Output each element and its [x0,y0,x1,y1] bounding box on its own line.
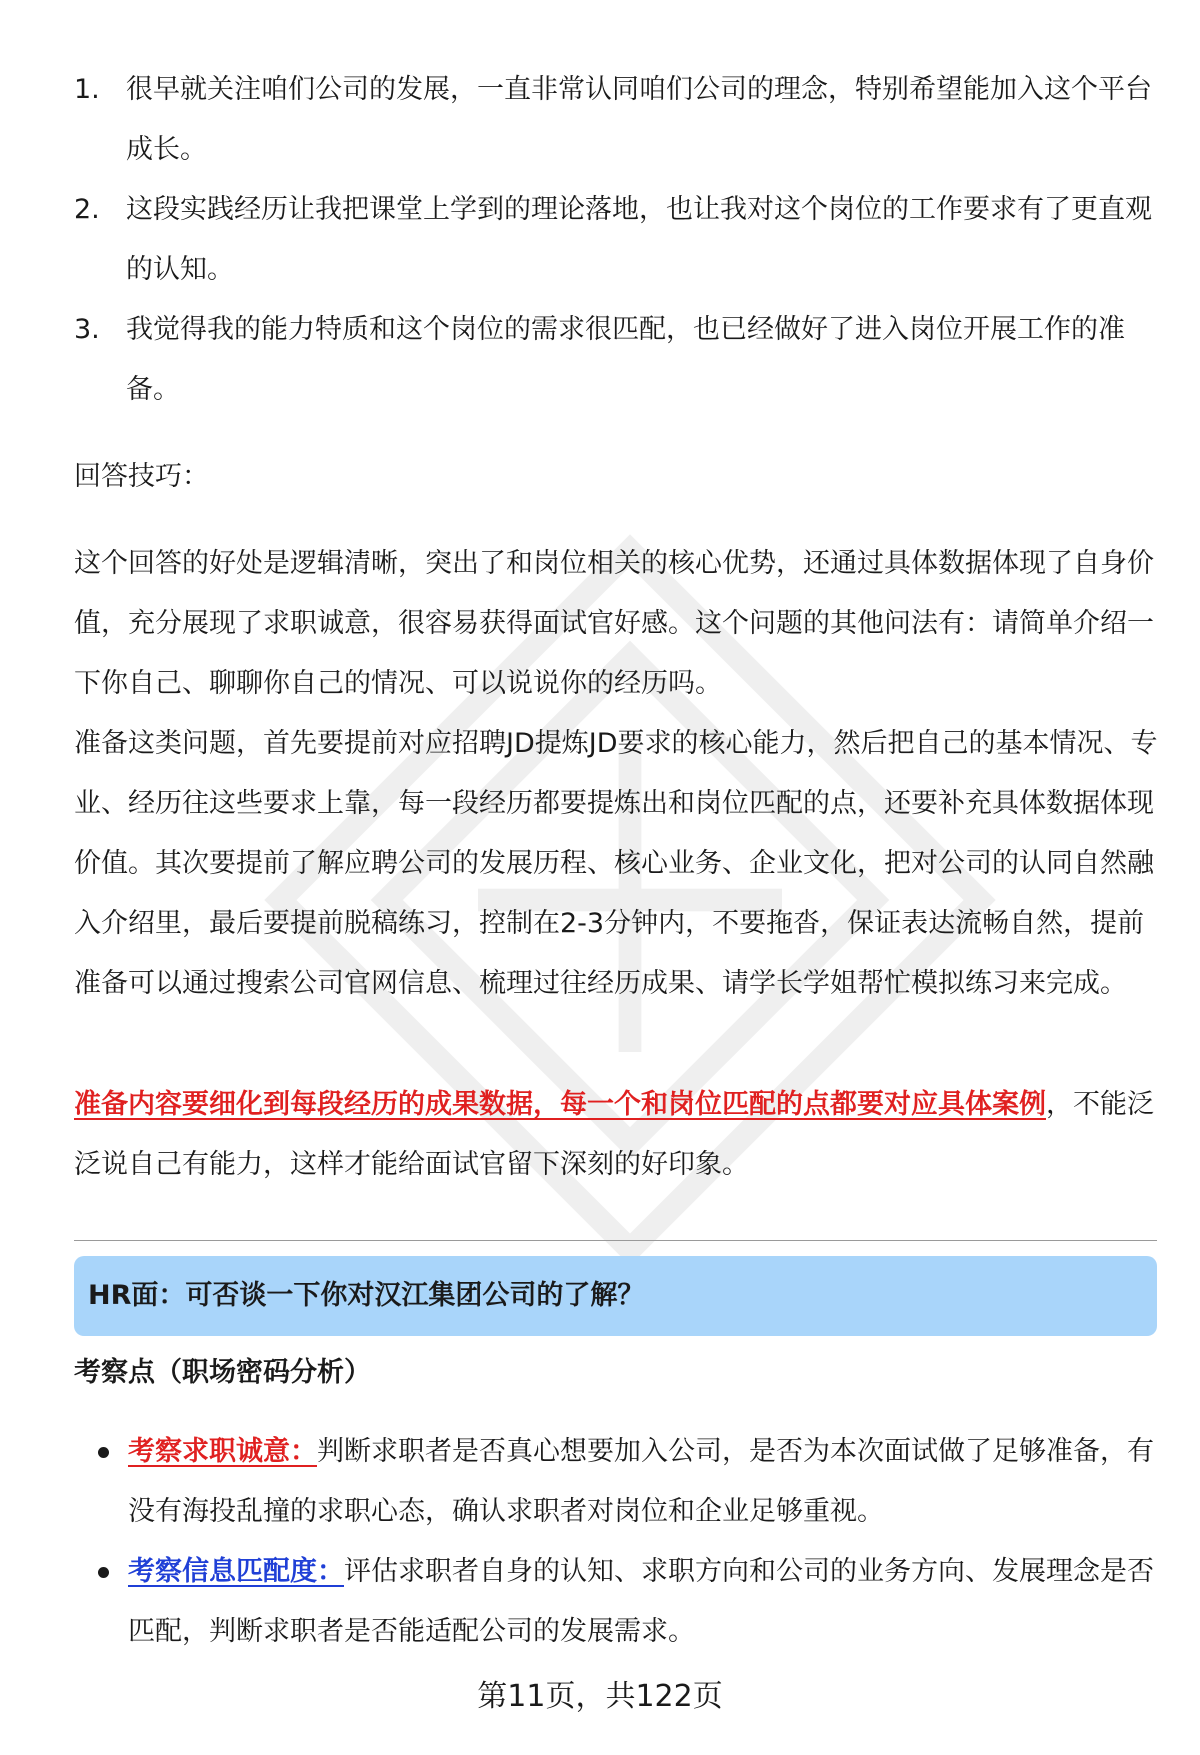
paragraph-rest: ，不能泛泛说自己有能力，这样才能给面试官留下深刻的好印象。 [74,1089,1154,1180]
list-item [74,300,1154,420]
intro-ordered-list [74,60,1154,420]
tips-paragraph-3 [74,1075,1159,1195]
point-keyword: 考察信息匹配度： [128,1556,344,1587]
section-divider [74,1240,1157,1241]
point-description: 判断求职者是否真心想要加入公司，是否为本次面试做了足够准备，有没有海投乱撞的求职心态，确认求职者对岗位和企业足够重视。 [128,1436,1154,1527]
highlight-text: 准备内容要细化到每段经历的成果数据，每一个和岗位匹配的点都要对应具体案例 [74,1089,1046,1120]
tips-paragraph-1: 这个回答的好处是逻辑清晰，突出了和岗位相关的核心优势，还通过具体数据体现了自身价值，充分展现了求职诚意，很容易获得面试官好感。这个问题的其他问法有：请简单介绍一下你自己、聊聊你自己的情况、可以说说你的经历吗。 [74,548,1154,699]
list-text: 我觉得我的能力特质和这个岗位的需求很匹配，也已经做好了进入岗位开展工作的准备。 [126,314,1125,405]
list-item [74,60,1154,180]
list-item [96,1422,1160,1542]
hr-question-banner [74,1256,1157,1336]
tips-paragraph-2: 准备这类问题，首先要提前对应招聘JD提炼JD要求的核心能力，然后把自己的基本情况、专业、经历往这些要求上靠，每一段经历都要提炼出和岗位匹配的点，还要补充具体数据体现价值。其次要提前了解应聘公司的发展历程、核心业务、企业文化，把对公司的认同自然融入介绍里，最后要提前脱稿练习，控制在2-3分钟内，不要拖沓，保证表达流畅自然，提前准备可以通过搜索公司官网信息、梳理过往经历成果、请学长学姐帮忙模拟练习来完成。 [74,728,1158,999]
list-item [74,180,1154,300]
list-text: 这段实践经历让我把课堂上学到的理论落地，也让我对这个岗位的工作要求有了更直观的认知。 [126,194,1152,285]
point-text [128,1422,1160,1542]
list-number: 2. [74,194,100,225]
list-item [96,1542,1160,1662]
bullet-icon [96,1422,128,1542]
page-footer: 第11页，共122页 [477,1679,723,1714]
point-keyword: 考察求职诚意： [128,1436,317,1467]
section-label: 考察点（职场密码分析） [74,1357,371,1388]
list-number: 3. [74,314,100,345]
bullet-icon [96,1542,128,1662]
assessment-points-list [96,1422,1160,1662]
point-description: 评估求职者自身的认知、求职方向和公司的业务方向、发展理念是否匹配，判断求职者是否能适配公司的发展需求。 [128,1556,1154,1647]
tips-heading: 回答技巧： [74,461,209,492]
list-text: 很早就关注咱们公司的发展，一直非常认同咱们公司的理念，特别希望能加入这个平台成长。 [126,74,1152,165]
hr-question-text: HR面：可否谈一下你对汉江集团公司的了解？ [88,1280,645,1311]
list-number: 1. [74,74,100,105]
point-text [128,1542,1160,1662]
